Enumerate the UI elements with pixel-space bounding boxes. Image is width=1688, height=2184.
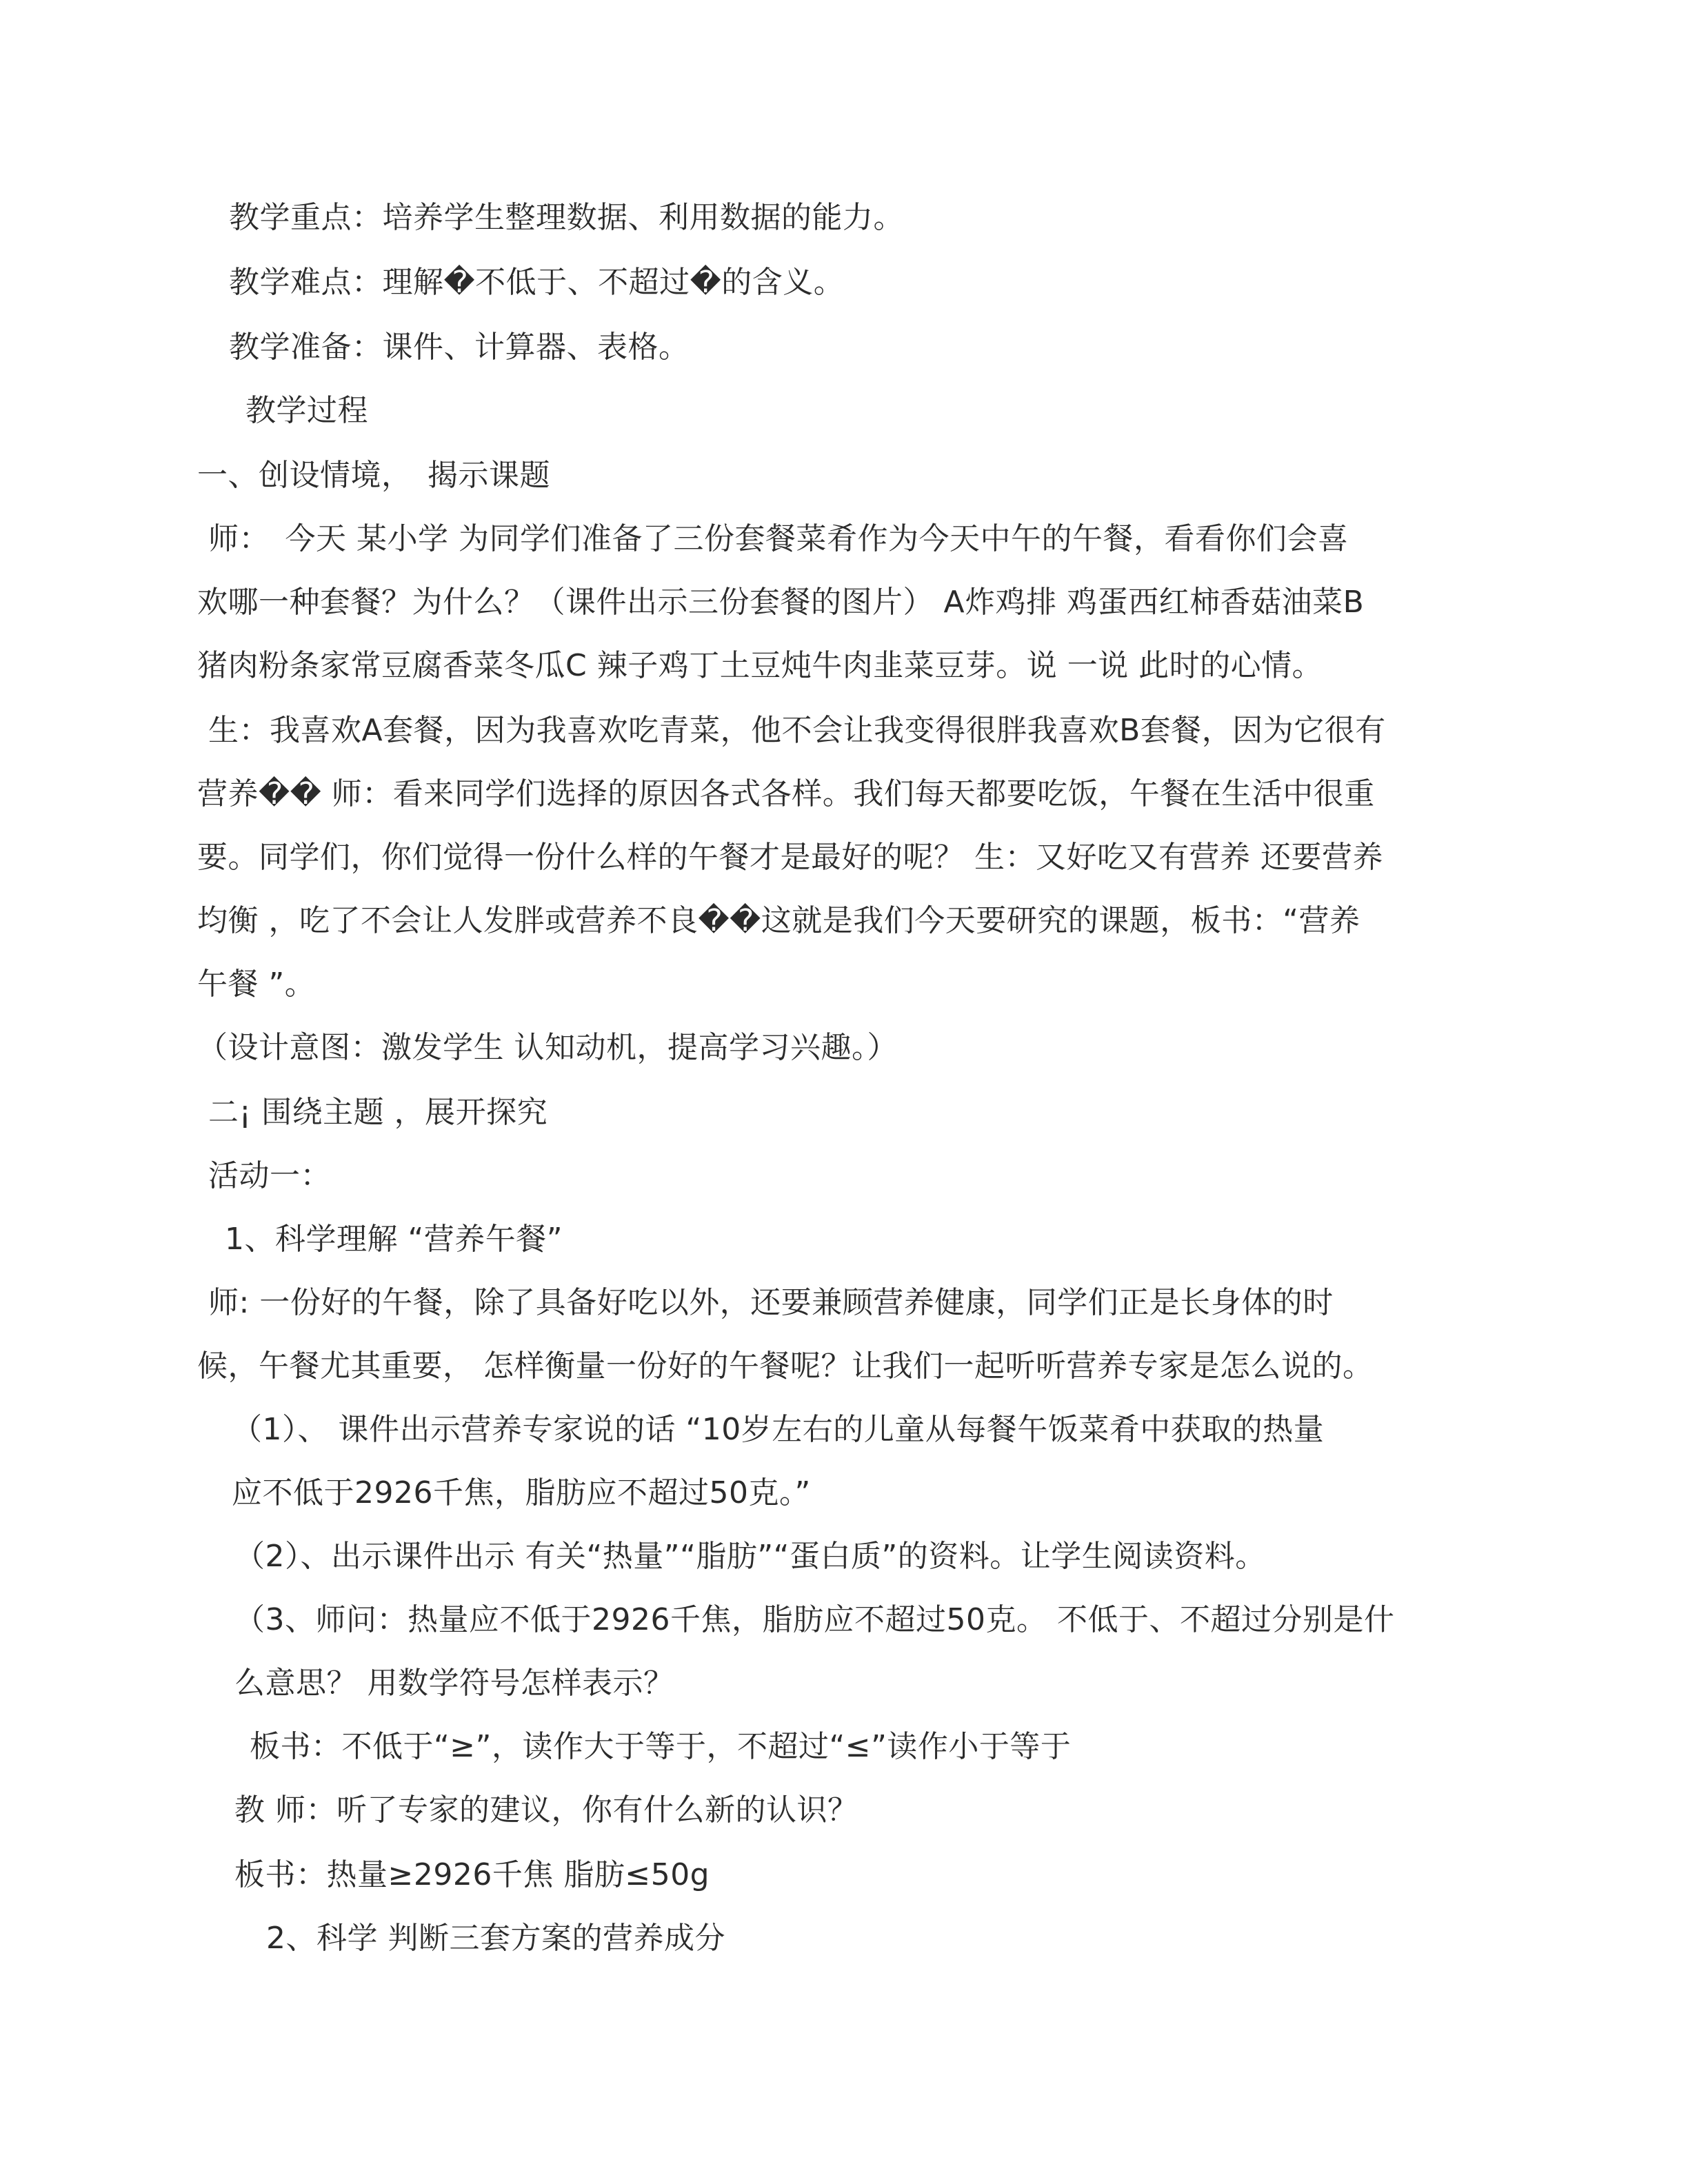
text-line: 均衡 ，吃了不会让人发胖或营养不良��这就是我们今天要研究的课题，板书：“营养	[197, 903, 1360, 938]
section-heading: 一、创设情境， 揭示课题	[197, 458, 550, 493]
text-line: 2、科学 判断三套方案的营养成分	[266, 1921, 725, 1956]
text-line: 1、科学理解 “营养午餐”	[225, 1222, 563, 1257]
text-line: （设计意图：激发学生 认知动机，提高学习兴趣。）	[197, 1030, 898, 1065]
text-line: 欢哪一种套餐？为什么？（课件出示三份套餐的图片） A炸鸡排 鸡蛋西红柿香菇油菜B	[197, 585, 1365, 620]
text-line: 教学准备：课件、计算器、表格。	[229, 330, 690, 365]
text-line: （3、师问：热量应不低于2926千焦，脂肪应不超过50克。 不低于、不超过分别是什	[234, 1602, 1395, 1637]
text-line: （1）、 课件出示营养专家说的话 “10岁左右的儿童从每餐午饭菜肴中获取的热量	[232, 1412, 1325, 1447]
section-heading: 教学过程	[245, 393, 368, 428]
text-line: 应不低于2926千焦，脂肪应不超过50克。”	[232, 1475, 811, 1510]
text-line: 营养�� 师：看来同学们选择的原因各式各样。我们每天都要吃饭，午餐在生活中很重	[197, 776, 1375, 811]
section-heading: 二¡ 围绕主题 ，展开探究	[208, 1095, 548, 1130]
text-line: 活动一：	[208, 1158, 331, 1193]
text-line: 生：我喜欢A套餐，因为我喜欢吃青菜，他不会让我变得很胖我喜欢B套餐，因为它很有	[208, 713, 1386, 748]
text-line: 教 师：听了专家的建议，你有什么新的认识？	[234, 1792, 858, 1828]
text-line: 教学难点：理解�不低于、不超过�的含义。	[229, 265, 845, 300]
text-line: 师: 一份好的午餐，除了具备好吃以外，还要兼顾营养健康，同学们正是长身体的时	[208, 1285, 1334, 1320]
text-line: 教学重点：培养学生整理数据、利用数据的能力。	[229, 200, 904, 235]
text-line: 板书：热量≥2926千焦 脂肪≤50g	[234, 1857, 710, 1892]
text-line: 么意思？ 用数学符号怎样表示？	[234, 1666, 674, 1701]
text-line: （2）、出示课件出示 有关“热量”“脂肪”“蛋白质”的资料。让学生阅读资料。	[234, 1539, 1266, 1574]
text-line: 猪肉粉条家常豆腐香菜冬瓜C 辣子鸡丁土豆炖牛肉韭菜豆芽。说 一说 此时的心情。	[197, 648, 1323, 683]
text-line: 板书：不低于“≥”，读作大于等于，不超过“≤”读作小于等于	[250, 1729, 1072, 1764]
text-line: 要。同学们，你们觉得一份什么样的午餐才是最好的呢？ 生：又好吃又有营养 还要营养	[197, 840, 1383, 875]
text-line: 午餐 ”。	[197, 967, 316, 1002]
text-line: 师： 今天 某小学 为同学们准备了三份套餐菜肴作为今天中午的午餐，看看你们会喜	[208, 521, 1349, 556]
text-line: 候，午餐尤其重要， 怎样衡量一份好的午餐呢？让我们一起听听营养专家是怎么说的。	[197, 1348, 1374, 1384]
